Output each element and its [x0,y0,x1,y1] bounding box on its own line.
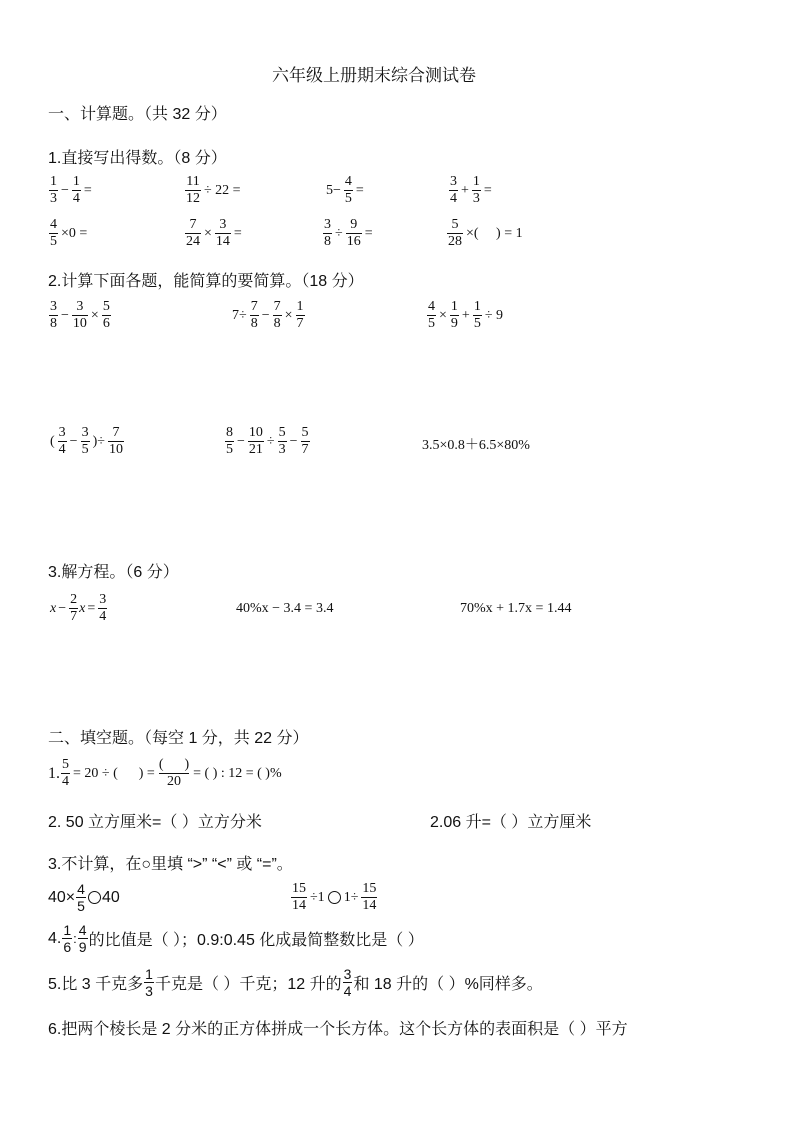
q1-item-a1: 1 3 − $\frac{1}{4}$ = [50,174,92,206]
compare-circle[interactable] [328,891,341,904]
q3-equation-2: 40%x − 3.4 = 3.4 [236,601,334,616]
q1-item-a2: $\frac{11}{12}$ ÷ 22 = [186,174,241,206]
fill-q3-compare-b: $\frac{15}{14}$ ÷1 1÷ $\frac{15}{14}$ [292,881,377,913]
q1-item-b4: $\frac{5}{28}$ ×( ) = 1 [448,217,523,249]
q2-expr-6: 3.5×0.8＋6.5×80% [422,438,530,453]
q2-expr-1: 3 8 − $\frac{3}{10}$ × $\frac{5}{6}$ [50,299,110,331]
compare-circle[interactable] [88,891,101,904]
q1-item-b3: $\frac{3}{8}$ ÷ $\frac{9}{16}$ = [324,217,373,249]
q3-label: 3.解方程。（6 分） [48,564,179,581]
fill-q1-tail: = ( ) : 12 = ( )% [193,765,282,781]
q2-label: 2.计算下面各题，能简算的要简算。（18 分） [48,273,364,290]
q1-item-b2: $\frac{7}{24}$ × $\frac{3}{14}$ = [186,217,242,249]
q1-item-b1: $\frac{4}{5}$ ×0 = [50,217,88,249]
fill-q2-left: 2. 50 立方厘米=（ ）立方分米 [48,814,262,831]
section-1-heading: 一、计算题。（共 32 分） [48,106,227,123]
q2-expr-4: ( 3 4 − $\frac{3}{5}$ )÷ $\frac{7}{10}$ [50,425,123,457]
fill-q3-compare-a: 40× $\frac{4}{5}$ 40 [48,881,120,914]
q2-expr-2: 7÷ $\frac{7}{8}$ − $\frac{7}{8}$ × $\frac{1}{7}$ [232,299,304,331]
q2-expr-5: 8 5 − $\frac{10}{21}$ ÷ $\frac{5}{3}$ − $\frac{5}{7}$ [226,425,309,457]
fill-q4-text: 的比值是（ ）；0.9:0.45 化成最简整数比是（ ） [88,932,424,949]
q1-label: 1.直接写出得数。（8 分） [48,150,227,167]
fill-q4: 4. 1 6 : 4 9 的比值是（ ）；0.9:0.45 化成最简整数比是（ ） [48,922,424,955]
section-2-heading: 二、填空题。（每空 1 分，共 22 分） [48,730,309,747]
page-title: 六年级上册期末综合测试卷 [272,66,476,85]
fill-q3-a-left: 40× [48,888,76,906]
fill-q3-a-right: 40 [101,888,120,906]
fill-q5-part-a: 5.比 3 千克多 [48,976,144,993]
fill-q5: 5.比 3 千克多 1 3 千克是（ ）千克；12 升的 3 4 和 18 升的（ ）%同样多。 [48,966,543,999]
fill-q5-part-c: 和 18 升的（ ）%同样多。 [353,976,543,993]
fill-q6: 6.把两个棱长是 2 分米的正方体拼成一个长方体。这个长方体的表面积是（ ）平方 [48,1021,628,1038]
fill-q4-number: 4. [48,929,62,947]
q2-expr-3: $\frac{4}{5}$ × $\frac{1}{9}$ + $\frac{1}{5}$ ÷ 9 [428,299,503,331]
q1-item-a3: 5− $\frac{4}{5}$ = [326,174,364,206]
q3-equation-1: x − $\frac{2}{7}$ x = $\frac{3}{4}$ [50,592,107,624]
q1-item-a4: 3 4 + $\frac{1}{3}$ = [450,174,492,206]
fill-q1-number: 1. [48,764,60,782]
fill-q1: 1. $\frac{5}{4}$ = 20 ÷ ( ) = ( ) 20 = ( ) : 12 = ( )% [48,757,282,789]
q3-equation-3: 70%x + 1.7x = 1.44 [460,601,572,616]
fill-q2-right: 2.06 升=（ ）立方厘米 [430,814,592,831]
fill-q5-part-b: 千克是（ ）千克；12 升的 [154,976,342,993]
fill-q3-label: 3.不计算，在○里填 “>” “<” 或 “=”。 [48,856,293,873]
